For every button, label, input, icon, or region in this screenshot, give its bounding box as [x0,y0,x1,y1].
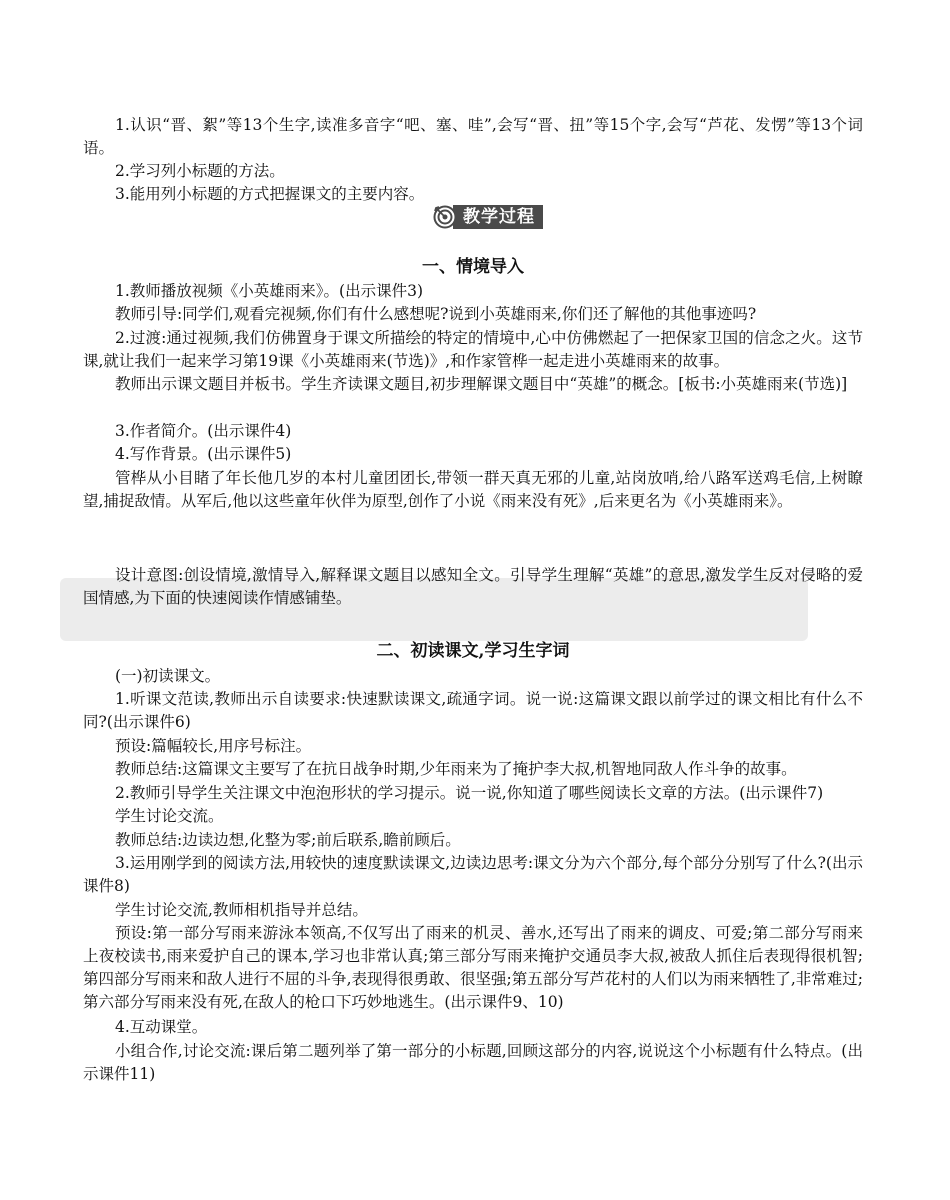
paragraph: 2.过渡:通过视频,我们仿佛置身于课文所描绘的特定的情境中,心中仿佛燃起了一把保家卫国的信念之火。这节课,就让我们一起来学习第19课《小英雄雨来(节选)》,和作家管桦一起走进小英雄雨来的故事。 [83,329,863,370]
teaching-process-banner [433,204,543,230]
paragraph: 4.互动课堂。 [115,1018,208,1036]
section-heading-1: 一、情境导入 [422,257,524,277]
paragraph: 1.听课文范读,教师出示自读要求:快速默读课文,疏通字词。说一说:这篇课文跟以前学过的课文相比有什么不同?(出示课件6) [83,690,863,731]
paragraph: 学生讨论交流,教师相机指导并总结。 [115,901,368,919]
paragraph: 3.运用刚学到的阅读方法,用较快的速度默读课文,边读边思考:课文分为六个部分,每个部分分别写了什么?(出示课件8) [83,854,863,895]
paragraph: 2.教师引导学生关注课文中泡泡形状的学习提示。说一说,你知道了哪些阅读长文章的方法。(出示课件7) [115,784,824,802]
section-heading-2: 二、初读课文,学习生字词 [376,641,570,661]
design-intent: 设计意图:创设情境,激情导入,解释课文题目以感知全文。引导学生理解“英雄”的意思,激发学生反对侵略的爱国情感,为下面的快速阅读作情感铺垫。 [83,566,863,607]
paragraph: 3.作者简介。(出示课件4) [115,422,292,440]
banner-title: 教学过程 [453,205,543,229]
target-arrow-icon [433,205,457,229]
paragraph: 小组合作,讨论交流:课后第二题列举了第一部分的小标题,回顾这部分的内容,说说这个小标题有什么特点。(出示课件11) [83,1042,863,1083]
paragraph: 教师总结:这篇课文主要写了在抗日战争时期,少年雨来为了掩护李大叔,机智地同敌人作斗争的故事。 [115,760,797,778]
paragraph: (一)初读课文。 [115,667,221,685]
paragraph: 管桦从小目睹了年长他几岁的本村儿童团团长,带领一群天真无邪的儿童,站岗放哨,给八路军送鸡毛信,上树瞭望,捕捉敌情。从军后,他以这些童年伙伴为原型,创作了小说《雨来没有死》,后来更名为《小英雄雨来》。 [83,469,863,510]
paragraph: 教师引导:同学们,观看完视频,你们有什么感想呢?说到小英雄雨来,你们还了解他的其他事迹吗? [115,305,757,323]
paragraph: 教师总结:边读边想,化整为零;前后联系,瞻前顾后。 [115,831,461,849]
objective-3: 3.能用列小标题的方式把握课文的主要内容。 [115,185,425,203]
paragraph: 预设:篇幅较长,用序号标注。 [115,737,312,755]
paragraph: 1.教师播放视频《小英雄雨来》。(出示课件3) [115,282,423,300]
paragraph: 4.写作背景。(出示课件5) [115,445,292,463]
paragraph: 学生讨论交流。 [115,807,224,825]
objective-2: 2.学习列小标题的方法。 [115,162,285,180]
objective-1: 1.认识“晋、絮”等13个生字,读准多音字“吧、塞、哇”,会写“晋、扭”等15个字,会写“芦花、发愣”等13个词语。 [83,116,863,157]
paragraph: 预设:第一部分写雨来游泳本领高,不仅写出了雨来的机灵、善水,还写出了雨来的调皮、可爱;第二部分写雨来上夜校读书,雨来爱护自己的课本,学习也非常认真;第三部分写雨来掩护交通员李大叔,被敌人抓住后表现得很机智;第四部分写雨来和敌人进行不屈的斗争,表现得很勇敢、很坚强;第五部分写芦花村的人们以为雨来牺牲了,非常难过;第六部分写雨来没有死,在敌人的枪口下巧妙地逃生。(出示课件9、10) [83,924,863,1011]
paragraph: 教师出示课文题目并板书。学生齐读课文题目,初步理解课文题目中“英雄”的概念。[板书:小英雄雨来(节选)] [115,375,848,393]
